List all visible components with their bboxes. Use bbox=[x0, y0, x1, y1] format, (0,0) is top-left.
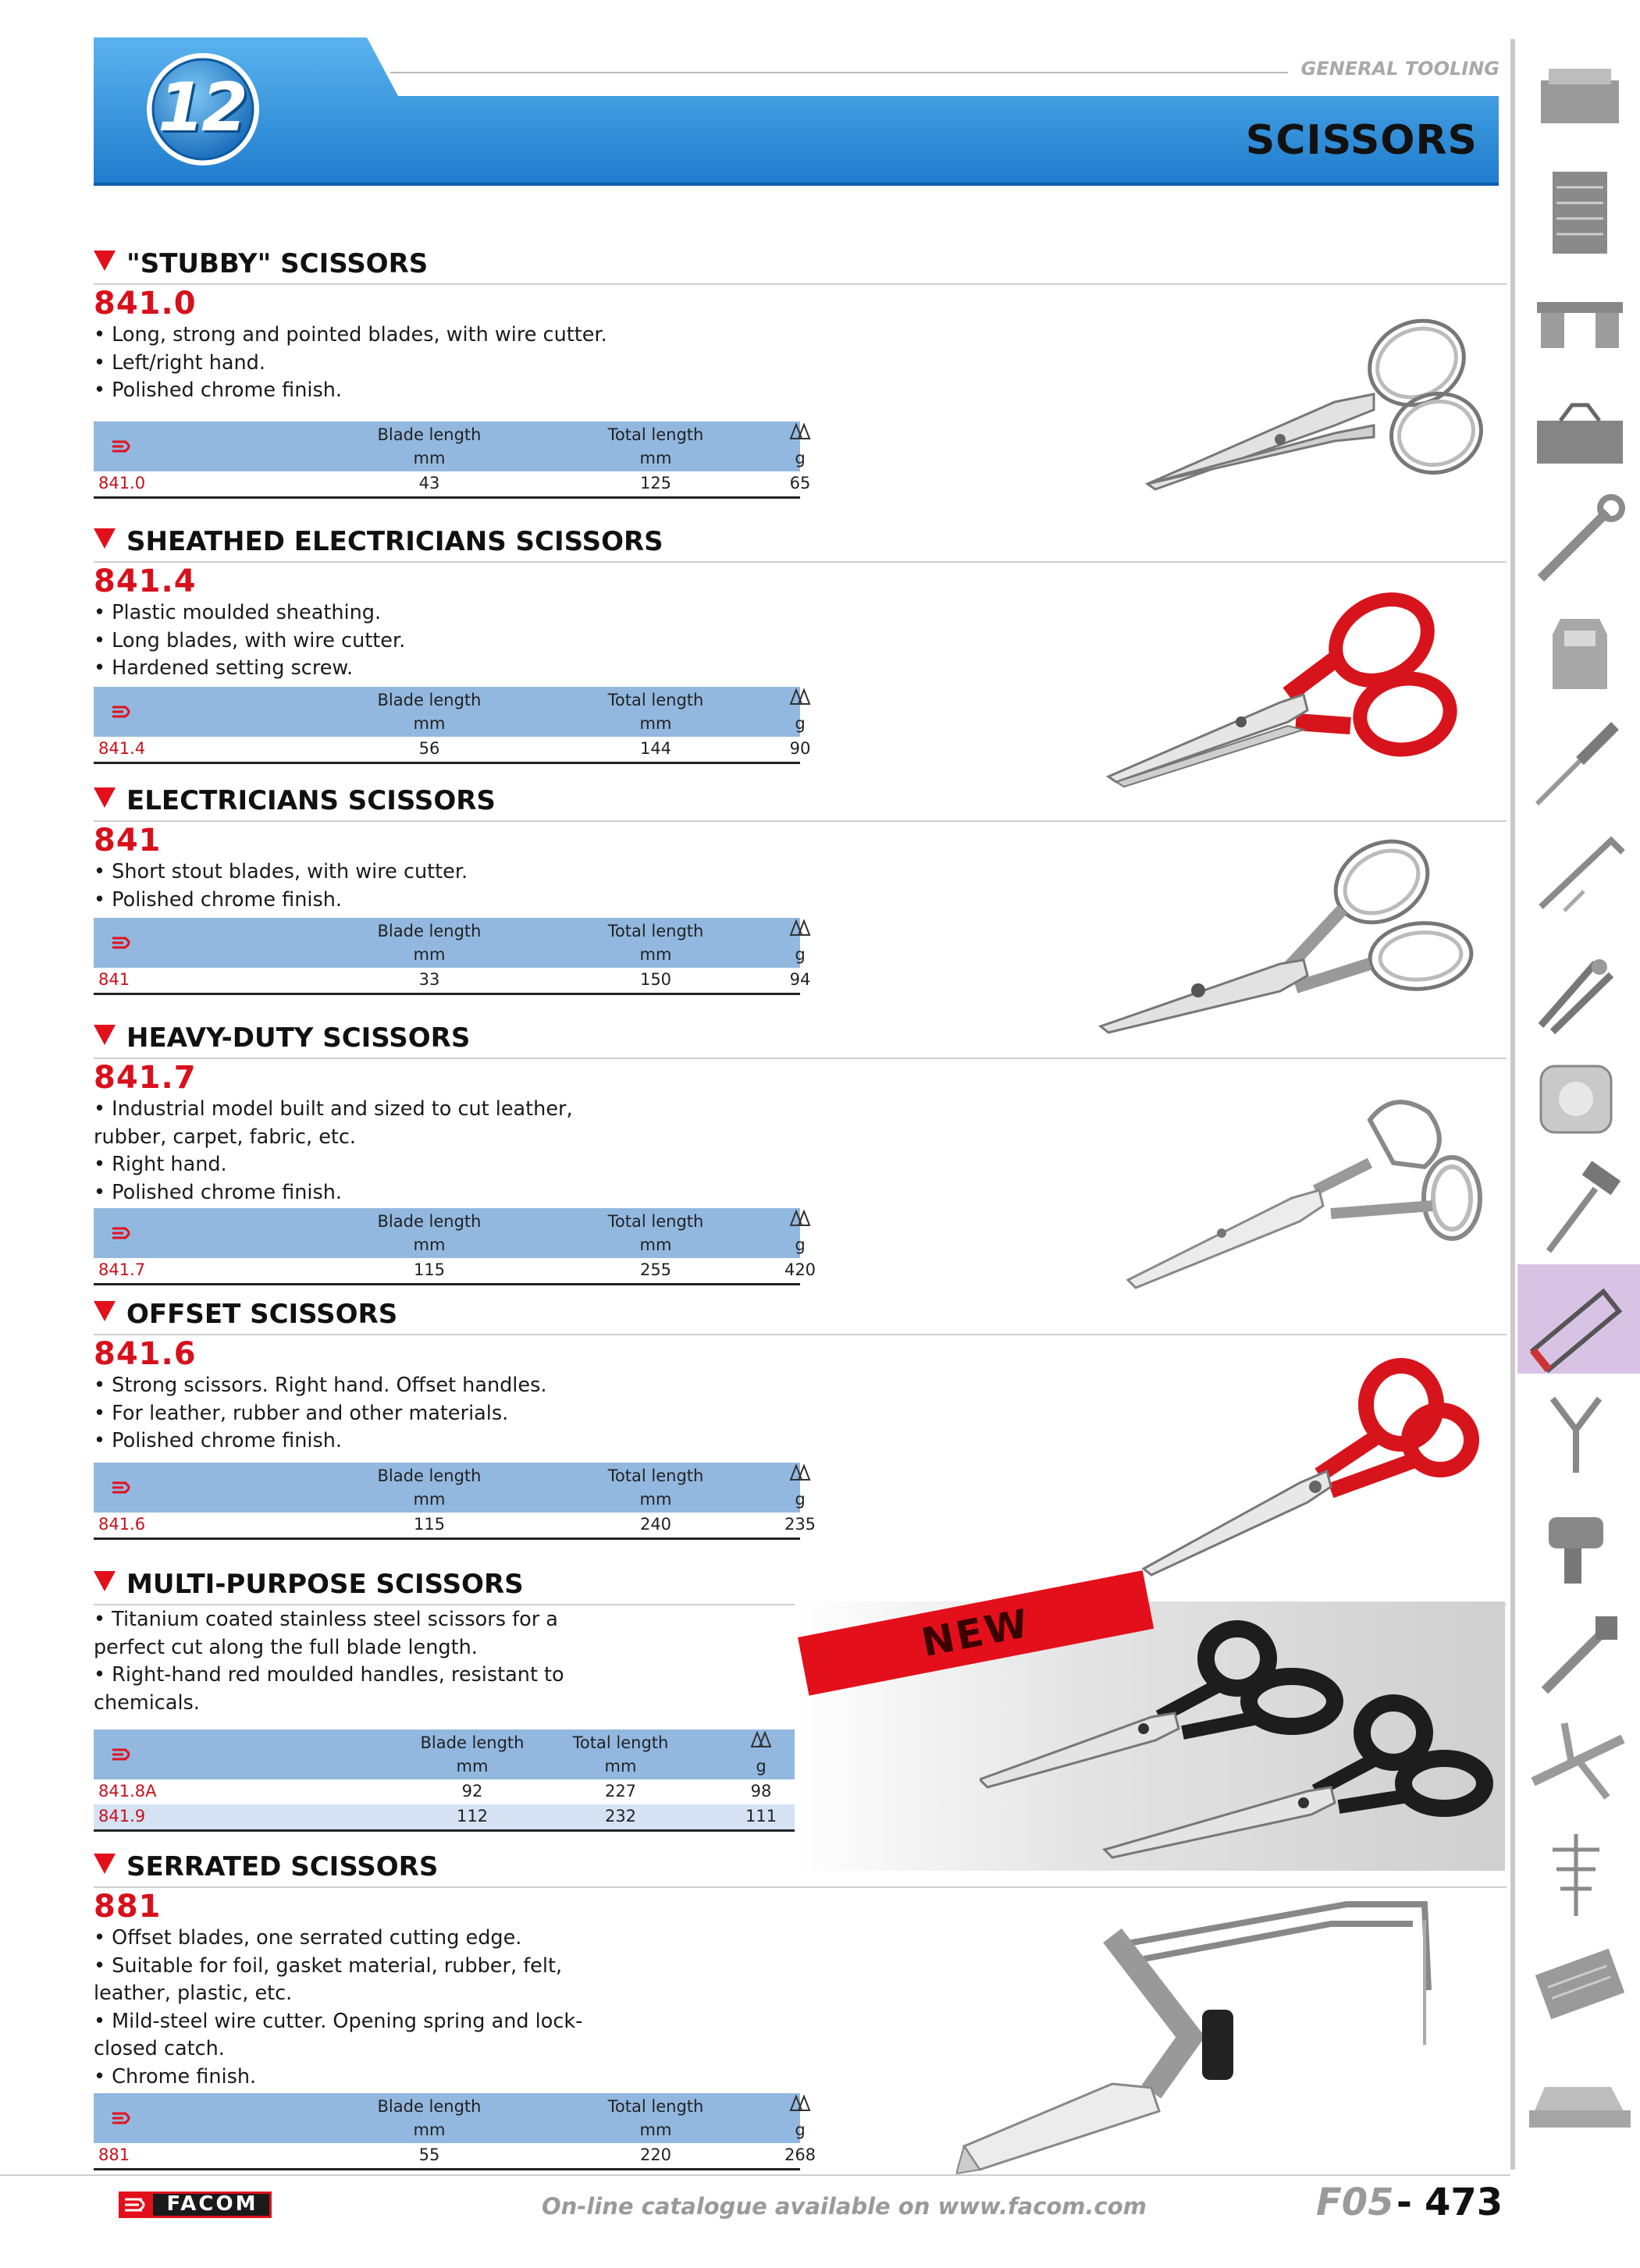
spec-table-header bbox=[94, 687, 806, 737]
spec-table-bottom-rule bbox=[94, 2168, 800, 2170]
screwdriver-icon[interactable] bbox=[1517, 710, 1640, 819]
reference-icon bbox=[111, 935, 134, 951]
section-title bbox=[94, 526, 663, 557]
total-length-unit: mm bbox=[639, 1490, 672, 1509]
total-length-value: 144 bbox=[639, 739, 672, 758]
weight-unit: g bbox=[795, 449, 806, 467]
section-title-text: ELECTRICIANS SCISSORS bbox=[126, 785, 496, 816]
electrical-icon[interactable] bbox=[1517, 1818, 1640, 1928]
spec-table bbox=[94, 1463, 816, 1540]
total-length-value: 125 bbox=[639, 474, 672, 492]
total-length-header: Total length bbox=[607, 1212, 704, 1231]
spec-table-bottom-rule bbox=[94, 993, 800, 995]
feature-list bbox=[94, 1606, 632, 1717]
section-marker-icon bbox=[94, 528, 116, 549]
weight-unit: g bbox=[795, 945, 806, 964]
weight-value: 90 bbox=[789, 739, 811, 758]
product-reference: 841.7 bbox=[94, 1060, 197, 1096]
feature-item: • Hardened setting screw. bbox=[94, 656, 354, 680]
feature-item: • Mild-steel wire cutter. Opening spring and lock-closed catch. bbox=[94, 2009, 583, 2060]
section-title-text: SERRATED SCISSORS bbox=[126, 1851, 439, 1882]
product-code: 841 bbox=[98, 970, 130, 989]
product-code: 841.6 bbox=[98, 1515, 146, 1534]
spec-table-row bbox=[94, 1779, 800, 1804]
feature-item: • Titanium coated stainless steel scissors for a perfect cut along the full blade length. bbox=[94, 1608, 558, 1659]
tape-measure-icon[interactable] bbox=[1517, 1043, 1640, 1152]
total-length-unit: mm bbox=[639, 2120, 672, 2139]
blade-length-value: 43 bbox=[418, 474, 440, 492]
spec-table bbox=[94, 1729, 800, 1832]
total-length-unit: mm bbox=[604, 1757, 637, 1776]
reference-icon bbox=[111, 1747, 134, 1762]
puller-icon[interactable] bbox=[1517, 1375, 1640, 1484]
total-length-value: 227 bbox=[604, 1782, 637, 1801]
blade-length-header: Blade length bbox=[377, 425, 482, 444]
section-marker-icon bbox=[94, 1025, 116, 1045]
spec-table-row bbox=[94, 737, 811, 762]
spec-table bbox=[94, 2093, 816, 2170]
spec-table-header bbox=[94, 1729, 800, 1779]
weight-icon bbox=[738, 1464, 863, 1488]
section-title bbox=[94, 785, 496, 816]
blade-length-unit: mm bbox=[413, 2120, 446, 2139]
blade-length-header: Blade length bbox=[377, 1212, 482, 1231]
page-code: F05 bbox=[1316, 2181, 1394, 2224]
spec-table-bottom-rule bbox=[94, 762, 800, 764]
facom-logo-text: FACOM bbox=[166, 2192, 258, 2216]
product-reference: 841 bbox=[94, 823, 162, 858]
total-length-header: Total length bbox=[607, 691, 704, 709]
car-icon[interactable] bbox=[1517, 2040, 1640, 2149]
rail-line bbox=[1510, 39, 1515, 2170]
hex-key-icon[interactable] bbox=[1517, 821, 1640, 930]
section-title-text: MULTI-PURPOSE SCISSORS bbox=[126, 1569, 524, 1600]
weight-unit: g bbox=[795, 2120, 806, 2139]
weight-unit: g bbox=[795, 714, 806, 733]
feature-list bbox=[94, 1372, 632, 1456]
blade-length-unit: mm bbox=[413, 1235, 446, 1254]
total-length-value: 220 bbox=[639, 2145, 672, 2164]
section-marker-icon bbox=[94, 1301, 116, 1321]
section-title bbox=[94, 1022, 470, 1054]
spec-table-row bbox=[94, 1513, 816, 1537]
section-title bbox=[94, 248, 428, 279]
weight-value: 65 bbox=[789, 474, 811, 492]
section-rule bbox=[94, 820, 1507, 822]
blade-length-value: 33 bbox=[418, 970, 440, 989]
weight-icon bbox=[738, 2095, 863, 2118]
blade-length-header: Blade length bbox=[420, 1733, 525, 1752]
total-length-header: Total length bbox=[607, 2097, 704, 2116]
product-reference: 841.4 bbox=[94, 563, 197, 599]
spec-table-bottom-rule bbox=[94, 1283, 800, 1285]
feature-item: • Right hand. bbox=[94, 1153, 227, 1176]
total-length-value: 255 bbox=[639, 1260, 672, 1279]
aircraft-icon[interactable] bbox=[1517, 1708, 1640, 1817]
feature-list bbox=[94, 858, 632, 914]
feature-item: • Plastic moulded sheathing. bbox=[94, 601, 382, 624]
section-title bbox=[94, 1299, 397, 1330]
feature-item: • Polished chrome finish. bbox=[94, 1429, 343, 1452]
hammer-icon[interactable] bbox=[1517, 1154, 1640, 1263]
electronics-icon[interactable] bbox=[1517, 1929, 1640, 2039]
feature-item: • Suitable for foil, gasket material, rubber, felt, leather, plastic, etc. bbox=[94, 1953, 563, 2005]
section-rule bbox=[94, 1058, 1507, 1059]
section-rule bbox=[94, 561, 1507, 563]
header-rule bbox=[390, 72, 1288, 73]
section-title-text: SHEATHED ELECTRICIANS SCISSORS bbox=[126, 526, 663, 557]
electricians-scissors-image bbox=[1093, 831, 1483, 1050]
section-rule bbox=[94, 1886, 1507, 1888]
toolbox-icon[interactable] bbox=[1517, 378, 1640, 487]
roller-cabinet-icon[interactable] bbox=[1517, 156, 1640, 265]
spec-table-header bbox=[94, 2093, 806, 2143]
section-label: GENERAL TOOLING bbox=[1300, 58, 1499, 80]
feature-list bbox=[94, 1096, 632, 1207]
workbench-icon[interactable] bbox=[1517, 267, 1640, 376]
spec-table-row bbox=[94, 1804, 800, 1829]
spec-table-header bbox=[94, 918, 806, 968]
spec-table-row bbox=[94, 471, 811, 496]
weight-unit: g bbox=[756, 1757, 767, 1776]
spec-table-bottom-rule bbox=[94, 1829, 800, 1832]
feature-item: • Chrome finish. bbox=[94, 2064, 257, 2088]
blade-length-value: 112 bbox=[456, 1807, 489, 1825]
total-length-unit: mm bbox=[639, 1235, 672, 1254]
blade-length-value: 115 bbox=[413, 1260, 446, 1279]
product-reference: 881 bbox=[94, 1889, 162, 1925]
blade-length-header: Blade length bbox=[377, 922, 482, 940]
section-rule bbox=[94, 283, 1507, 285]
weight-icon bbox=[738, 423, 863, 446]
reference-icon bbox=[111, 1480, 134, 1495]
pipe-wrench-icon[interactable] bbox=[1517, 1597, 1640, 1706]
new-badge-label: NEW bbox=[917, 1600, 1034, 1666]
feature-item: • Left/right hand. bbox=[94, 350, 265, 375]
total-length-header: Total length bbox=[607, 922, 704, 940]
feature-item: • Long blades, with wire cutter. bbox=[94, 628, 406, 652]
spec-table-row bbox=[94, 1258, 816, 1283]
spec-table bbox=[94, 1208, 816, 1285]
total-length-unit: mm bbox=[639, 945, 672, 964]
section-title-text: OFFSET SCISSORS bbox=[126, 1299, 398, 1330]
blade-length-header: Blade length bbox=[377, 1466, 482, 1485]
section-title bbox=[94, 1569, 524, 1600]
section-title-text: HEAVY-DUTY SCISSORS bbox=[126, 1022, 471, 1054]
reference-icon bbox=[111, 439, 134, 454]
section-title-text: "STUBBY" SCISSORS bbox=[126, 248, 429, 279]
serrated-scissors-image bbox=[956, 1889, 1464, 2177]
wrench-icon[interactable] bbox=[1517, 489, 1640, 598]
feature-item: • Industrial model built and sized to cut leather, rubber, carpet, fabric, etc. bbox=[94, 1097, 573, 1149]
spec-table bbox=[94, 918, 811, 995]
page-number-separator: - bbox=[1396, 2181, 1412, 2224]
spec-table-header bbox=[94, 1208, 806, 1258]
weight-value: 235 bbox=[784, 1515, 816, 1534]
feature-list bbox=[94, 599, 632, 683]
blade-length-value: 115 bbox=[413, 1515, 446, 1534]
blade-length-header: Blade length bbox=[377, 2097, 482, 2116]
feature-item: • Long, strong and pointed blades, with wire cutter. bbox=[94, 323, 607, 347]
product-code: 881 bbox=[98, 2145, 130, 2164]
product-code: 841.4 bbox=[98, 739, 146, 758]
reference-icon bbox=[111, 1225, 134, 1241]
feature-item: • Polished chrome finish. bbox=[94, 1180, 343, 1204]
blade-length-unit: mm bbox=[413, 1490, 446, 1509]
weight-value: 268 bbox=[784, 2145, 816, 2164]
stubby-scissors-image bbox=[1140, 308, 1491, 496]
product-reference: 841.6 bbox=[94, 1336, 197, 1372]
multi-purpose-scissors-image bbox=[980, 1616, 1495, 1865]
feature-item: • Polished chrome finish. bbox=[94, 887, 343, 912]
feature-item: • Right-hand red moulded handles, resistant to chemicals. bbox=[94, 1663, 564, 1715]
pliers-icon[interactable] bbox=[1517, 932, 1640, 1041]
section-title bbox=[94, 1851, 438, 1882]
product-code: 841.9 bbox=[98, 1807, 146, 1825]
section-marker-icon bbox=[94, 1571, 116, 1591]
blade-length-value: 56 bbox=[418, 739, 440, 758]
spec-table-row bbox=[94, 2143, 816, 2168]
total-length-unit: mm bbox=[639, 714, 672, 733]
weight-icon bbox=[738, 919, 863, 943]
spec-table-header bbox=[94, 1463, 806, 1513]
feature-item: • Short stout blades, with wire cutter. bbox=[94, 860, 468, 883]
chapter-number: 12 bbox=[158, 69, 245, 147]
footer-rule bbox=[0, 2174, 1510, 2176]
offset-scissors-image bbox=[1136, 1350, 1487, 1577]
weight-value: 111 bbox=[745, 1807, 777, 1825]
reference-icon bbox=[111, 704, 134, 720]
weight-unit: g bbox=[795, 1235, 806, 1254]
feature-item: • For leather, rubber and other materials. bbox=[94, 1401, 509, 1425]
tool-storage-icon[interactable] bbox=[1517, 45, 1640, 155]
impact-wrench-icon[interactable] bbox=[1517, 1486, 1640, 1595]
section-marker-icon bbox=[94, 1854, 116, 1874]
section-marker-icon bbox=[94, 251, 116, 271]
facom-logo bbox=[119, 2192, 272, 2218]
weight-value: 420 bbox=[784, 1260, 816, 1279]
blade-length-header: Blade length bbox=[377, 691, 482, 709]
product-code: 841.0 bbox=[98, 474, 146, 492]
spec-table-header bbox=[94, 421, 806, 471]
spec-table-bottom-rule bbox=[94, 1537, 800, 1540]
total-length-header: Total length bbox=[607, 1466, 704, 1485]
feature-list bbox=[94, 1925, 632, 2091]
total-length-value: 240 bbox=[639, 1515, 672, 1534]
section-rule bbox=[94, 1334, 1507, 1335]
weight-value: 98 bbox=[750, 1782, 772, 1801]
blade-length-unit: mm bbox=[413, 449, 446, 467]
page-number: 473 bbox=[1425, 2181, 1503, 2224]
page-title: SCISSORS bbox=[1245, 117, 1478, 164]
total-length-value: 150 bbox=[639, 970, 672, 989]
blade-length-unit: mm bbox=[413, 714, 446, 733]
weight-unit: g bbox=[795, 1490, 806, 1509]
product-code: 841.7 bbox=[98, 1260, 146, 1279]
total-length-unit: mm bbox=[639, 449, 672, 467]
weight-value: 94 bbox=[789, 970, 811, 989]
spec-table-bottom-rule bbox=[94, 496, 800, 499]
product-reference: 841.0 bbox=[94, 286, 197, 322]
reference-icon bbox=[111, 2110, 134, 2126]
blade-length-value: 55 bbox=[418, 2145, 440, 2164]
weight-icon bbox=[738, 1210, 863, 1233]
socket-icon[interactable] bbox=[1517, 599, 1640, 709]
blade-length-unit: mm bbox=[413, 945, 446, 964]
section-marker-icon bbox=[94, 787, 116, 808]
total-length-value: 232 bbox=[604, 1807, 637, 1825]
total-length-header: Total length bbox=[607, 425, 704, 444]
feature-item: • Strong scissors. Right hand. Offset handles. bbox=[94, 1374, 547, 1397]
feature-item: • Offset blades, one serrated cutting edge. bbox=[94, 1926, 522, 1950]
weight-icon bbox=[738, 688, 863, 712]
blade-length-value: 92 bbox=[461, 1782, 483, 1801]
feature-item: • Polished chrome finish. bbox=[94, 379, 343, 402]
heavy-duty-scissors-image bbox=[1112, 1089, 1491, 1292]
feature-list bbox=[94, 322, 632, 405]
online-catalogue-note: On-line catalogue available on www.facom.com bbox=[542, 2193, 1147, 2220]
product-code: 841.8A bbox=[98, 1782, 157, 1801]
blade-length-unit: mm bbox=[456, 1757, 489, 1776]
spec-table bbox=[94, 421, 811, 499]
hacksaw-icon[interactable] bbox=[1517, 1264, 1640, 1374]
total-length-header: Total length bbox=[572, 1733, 669, 1752]
sheathed-scissors-image bbox=[1101, 578, 1467, 788]
spec-table-row bbox=[94, 968, 811, 993]
spec-table bbox=[94, 687, 811, 764]
